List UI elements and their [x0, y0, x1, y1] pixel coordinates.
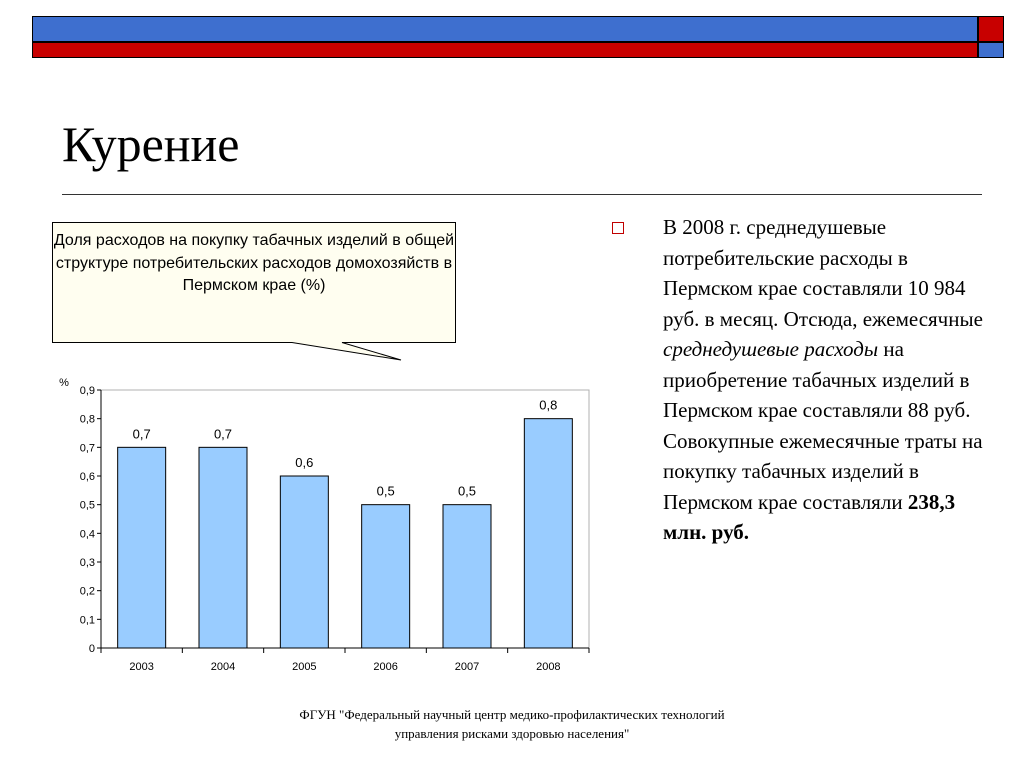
y-tick-label: 0,2 — [79, 585, 95, 598]
header-blue-bar — [32, 16, 978, 42]
y-tick-label: 0,8 — [79, 413, 95, 426]
bar-value-label: 0,5 — [376, 483, 395, 499]
y-tick-label: 0,3 — [79, 557, 95, 569]
y-tick-label: 0 — [88, 643, 95, 655]
bar — [362, 505, 410, 648]
header-red-square — [978, 16, 1004, 42]
bar — [199, 447, 247, 648]
x-tick-label: 2003 — [129, 661, 154, 673]
body-text-bold: 238,3 млн. руб. — [663, 489, 956, 544]
chart-svg — [52, 372, 602, 682]
plot-area — [101, 390, 589, 648]
x-tick-label: 2005 — [292, 661, 317, 673]
bar-value-label: 0,7 — [213, 426, 233, 442]
y-tick-label: 0,5 — [79, 499, 95, 512]
x-tick-label: 2008 — [536, 661, 561, 673]
body-text-part2: на приобретение табачных изделий в Пермском крае составляли 88 руб. Совокупные ежемесячные траты на покупку табачных изделий в Пермском крае составляли — [663, 337, 983, 514]
y-tick-label: 0,7 — [79, 442, 95, 455]
y-tick-label: 0,9 — [79, 385, 95, 397]
slide-title: Курение — [62, 116, 240, 172]
bar — [524, 419, 572, 648]
header-blue-square — [978, 42, 1004, 58]
footer-line-2: управления рисками здоровью населения" — [394, 726, 630, 741]
body-text-part1: В 2008 г. среднедушевые потребительские расходы в Пермском крае составляли 10 984 руб. в месяц. Отсюда, ежемесячные — [663, 215, 983, 331]
y-tick-label: 0,1 — [79, 614, 95, 627]
header-red-bar — [32, 42, 978, 58]
x-tick-label: 2004 — [210, 661, 236, 673]
y-tick-label: 0,6 — [79, 471, 95, 483]
bar — [118, 447, 166, 648]
footer-line-1: ФГУН "Федеральный научный центр медико-профилактических технологий — [299, 707, 725, 722]
body-text-italic: среднедушевые расходы — [663, 337, 879, 361]
callout-text: Доля расходов на покупку табачных изделий в общей структуре потребительских расходов домохозяйств в Пермском крае (%) — [53, 232, 455, 294]
body-text — [663, 212, 983, 548]
bar — [443, 505, 491, 648]
x-tick-label: 2007 — [454, 661, 480, 673]
y-axis-unit: % — [59, 377, 69, 389]
x-tick-label: 2006 — [373, 661, 398, 673]
bar-value-label: 0,5 — [457, 483, 477, 499]
bar-value-label: 0,8 — [539, 397, 558, 413]
footer — [200, 705, 824, 743]
bar — [280, 476, 328, 648]
title-divider — [62, 194, 982, 195]
bar-value-label: 0,6 — [295, 455, 314, 470]
chart-callout — [52, 222, 456, 343]
bar-value-label: 0,7 — [132, 426, 151, 442]
bullet-icon — [612, 222, 624, 234]
bar-chart — [52, 372, 602, 682]
y-tick-label: 0,4 — [79, 528, 95, 541]
